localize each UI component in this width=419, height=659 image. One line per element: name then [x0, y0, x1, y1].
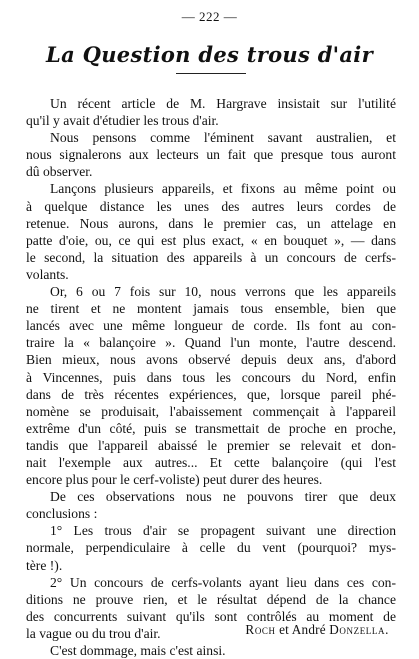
text-line: dû observer.	[26, 164, 93, 180]
text-line: patte d'oie, ou, ce qui est plus exact, « en bouquet », — dans	[26, 232, 396, 248]
text-line: ne tirent et ne montent jamais tous ensemble, bien que	[26, 301, 396, 317]
text-line: Un récent article de M. Hargrave insistait sur l'utilité	[50, 96, 396, 111]
text-line: la vague ou du trou d'air.	[26, 625, 161, 641]
page-number: — 222 —	[181, 9, 238, 24]
text-line: à Vincennes, puis dans tous les concours du Nord, enfin	[26, 369, 396, 385]
text-line: ditions ne prouve rien, et le résultat dépend de la chance	[26, 591, 396, 607]
title-rule	[176, 73, 246, 74]
author-last-name: Donzella.	[329, 622, 389, 637]
author-signature	[245, 622, 389, 638]
text-line: traire la « balançoire ». Quand l'un monte, l'autre descend.	[26, 335, 396, 351]
text-line: Nous pensons comme l'éminent savant australien, et	[50, 130, 396, 146]
text-line: tère !).	[26, 557, 63, 573]
text-line: retenue. Nous aurons, dans le premier cas, un attelage en	[26, 215, 396, 231]
text-line: des concurrents suivant qu'ils sont contrôlés au moment de	[26, 608, 396, 624]
text-line: normale, perpendiculaire à celle du vent (pourquoi? mys-	[26, 540, 396, 556]
text-line: De ces observations nous ne pouvons tirer que deux	[50, 489, 396, 505]
text-line: conclusions :	[26, 506, 98, 522]
text-line: Or, 6 ou 7 fois sur 10, nous verrons que les appareils	[50, 284, 396, 300]
author-connector: et André	[279, 622, 326, 637]
text-line: Bien mieux, nous avons observé depuis deux ans, d'abord	[26, 352, 396, 368]
text-line: dans de très récentes expériences, que, lorsque pareil phé-	[26, 386, 396, 402]
text-line: 1° Les trous d'air se propagent suivant une direction	[50, 523, 396, 539]
text-line: C'est dommage, mais c'est ainsi.	[50, 643, 226, 658]
article-body	[26, 95, 396, 659]
text-line: à quelque distance les unes des autres leurs cordes de	[26, 198, 396, 214]
text-line: encore plus pour le cerf-voliste) peut durer des heures.	[26, 472, 323, 488]
author-first-name: Roch	[245, 622, 276, 637]
text-line: qu'il y avait d'étudier les trous d'air.	[26, 113, 219, 129]
text-line: volants.	[26, 266, 69, 282]
text-line: nomène se produisait, l'abaissement commençait à l'appareil	[26, 403, 396, 419]
text-line: Lançons plusieurs appareils, et fixons au même point ou	[50, 181, 396, 197]
text-line: extrême d'un côté, puis se transmettait de proche en proche,	[26, 420, 396, 436]
text-line: tandis que l'appareil abaissé le premier se relevait et don-	[26, 437, 396, 453]
article-title: La Question des trous d'air	[46, 42, 373, 67]
text-line: 2° Un concours de cerfs-volants ayant lieu dans ces con-	[50, 574, 396, 590]
text-line: nait l'exemple aux autres... Et cette balançoire (qui l'est	[26, 454, 396, 470]
text-line: le second, la situation des appareils à un concours de cerfs-	[26, 249, 396, 265]
text-line: nous signalerons aux lecteurs un fait que presque tous auront	[26, 147, 396, 163]
text-line: lancés avec une même longueur de corde. Ils font au con-	[26, 318, 396, 334]
